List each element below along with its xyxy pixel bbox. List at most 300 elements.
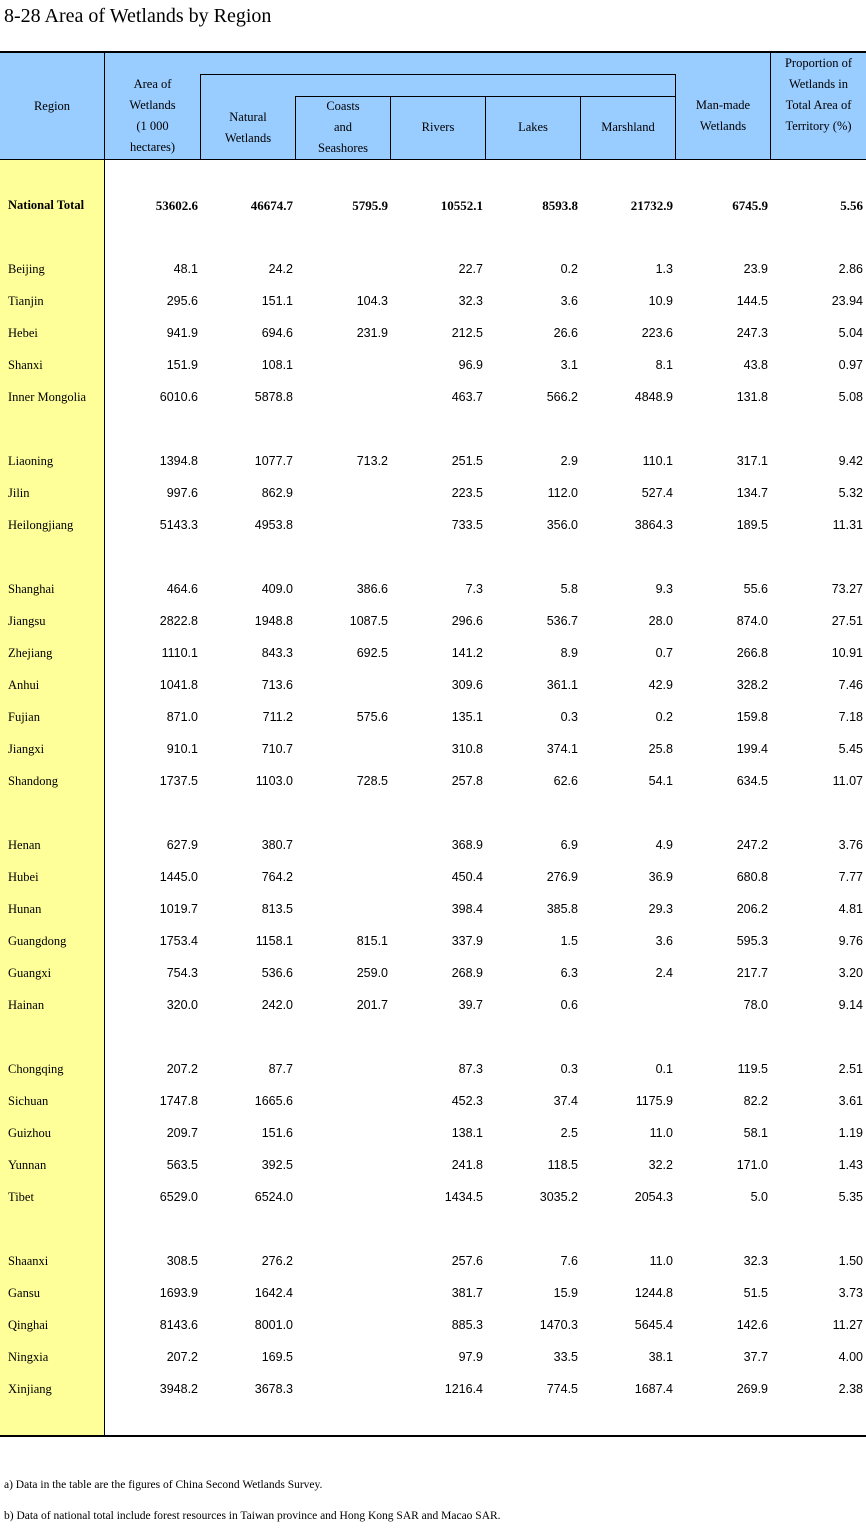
lakes-value: 356.0 xyxy=(546,518,578,532)
man-made-value: 23.9 xyxy=(743,262,768,276)
table-row xyxy=(0,1342,866,1374)
marshland-value: 36.9 xyxy=(648,870,673,884)
region-name: Jilin xyxy=(8,486,30,500)
coasts-value: 692.5 xyxy=(356,646,388,660)
region-name: Hebei xyxy=(8,326,38,340)
proportion-value: 27.51 xyxy=(831,614,863,628)
region-name: Guangxi xyxy=(8,966,52,980)
lakes-value: 3035.2 xyxy=(539,1190,578,1204)
region-name: Heilongjiang xyxy=(8,518,74,532)
proportion-value: 7.46 xyxy=(838,678,863,692)
table-row xyxy=(0,318,866,350)
rivers-value: 463.7 xyxy=(451,390,483,404)
rivers-value: 398.4 xyxy=(451,902,483,916)
region-name: Anhui xyxy=(8,678,40,692)
area-value: 1041.8 xyxy=(159,678,198,692)
area-value: 1019.7 xyxy=(159,902,198,916)
rivers-value: 1216.4 xyxy=(444,1382,483,1396)
table-row xyxy=(0,1310,866,1342)
area-value: 941.9 xyxy=(166,326,198,340)
rivers-value: 138.1 xyxy=(451,1126,483,1140)
man-made-value: 266.8 xyxy=(736,646,768,660)
marshland-value: 0.7 xyxy=(655,646,673,660)
region-name: Shanxi xyxy=(8,358,43,372)
man-made-value: 119.5 xyxy=(737,1062,768,1076)
region-name: Tibet xyxy=(8,1190,34,1204)
table-row xyxy=(0,1150,866,1182)
man-made-value: 78.0 xyxy=(743,998,768,1012)
man-made-value: 206.2 xyxy=(736,902,768,916)
footnote-a: a) Data in the table are the figures of China Second Wetlands Survey. xyxy=(4,1479,323,1491)
man-made-value: 131.8 xyxy=(736,390,768,404)
rivers-value: 7.3 xyxy=(465,582,483,596)
marshland-value: 21732.9 xyxy=(630,198,673,213)
proportion-value: 11.27 xyxy=(832,1318,863,1332)
natural-value: 392.5 xyxy=(261,1158,293,1172)
lakes-value: 112.0 xyxy=(547,486,578,500)
natural-value: 694.6 xyxy=(261,326,293,340)
table-row xyxy=(0,350,866,382)
rivers-value: 733.5 xyxy=(451,518,483,532)
header-coasts-and-seashores: Coasts and Seashores xyxy=(318,99,368,155)
area-value: 2822.8 xyxy=(159,614,198,628)
lakes-value: 2.5 xyxy=(560,1126,578,1140)
rivers-value: 268.9 xyxy=(451,966,483,980)
natural-value: 813.5 xyxy=(261,902,293,916)
marshland-value: 223.6 xyxy=(641,326,673,340)
rivers-value: 141.2 xyxy=(451,646,483,660)
man-made-value: 144.5 xyxy=(736,294,768,308)
header-region: Region xyxy=(33,98,71,113)
natural-value: 380.7 xyxy=(261,838,293,852)
natural-value: 4953.8 xyxy=(254,518,293,532)
proportion-value: 5.56 xyxy=(840,198,863,213)
region-name: National Total xyxy=(8,198,85,212)
region-name: Jiangxi xyxy=(8,742,45,756)
rivers-value: 310.8 xyxy=(451,742,483,756)
coasts-value: 231.9 xyxy=(356,326,388,340)
proportion-value: 9.76 xyxy=(838,934,863,948)
proportion-value: 11.31 xyxy=(832,518,863,532)
proportion-value: 1.43 xyxy=(838,1158,863,1172)
table-row xyxy=(0,1118,866,1150)
man-made-value: 55.6 xyxy=(743,582,768,596)
natural-value: 1077.7 xyxy=(254,454,293,468)
rivers-value: 257.8 xyxy=(451,774,483,788)
area-value: 6529.0 xyxy=(159,1190,198,1204)
man-made-value: 247.2 xyxy=(736,838,768,852)
table-row xyxy=(0,894,866,926)
lakes-value: 7.6 xyxy=(560,1254,578,1268)
rivers-value: 212.5 xyxy=(451,326,483,340)
lakes-value: 0.3 xyxy=(560,710,578,724)
lakes-value: 1.5 xyxy=(560,934,578,948)
region-name: Hubei xyxy=(8,870,39,884)
proportion-value: 1.19 xyxy=(838,1126,863,1140)
region-name: Inner Mongolia xyxy=(8,390,87,404)
rivers-value: 309.6 xyxy=(451,678,483,692)
natural-value: 242.0 xyxy=(261,998,293,1012)
marshland-value: 10.9 xyxy=(648,294,673,308)
lakes-value: 0.3 xyxy=(560,1062,578,1076)
table-row xyxy=(0,734,866,766)
area-value: 1445.0 xyxy=(159,870,198,884)
lakes-value: 3.1 xyxy=(560,358,578,372)
region-name: Chongqing xyxy=(8,1062,64,1076)
area-value: 295.6 xyxy=(166,294,198,308)
rivers-value: 96.9 xyxy=(458,358,483,372)
natural-value: 1665.6 xyxy=(254,1094,293,1108)
man-made-value: 171.0 xyxy=(736,1158,768,1172)
region-name: Qinghai xyxy=(8,1318,49,1332)
coasts-value: 575.6 xyxy=(356,710,388,724)
rivers-value: 10552.1 xyxy=(440,198,483,213)
man-made-value: 82.2 xyxy=(743,1094,768,1108)
rivers-value: 452.3 xyxy=(451,1094,483,1108)
proportion-value: 7.77 xyxy=(838,870,863,884)
header-area-of-wetlands: Area of Wetlands (1 000 hectares) xyxy=(129,77,176,154)
lakes-value: 374.1 xyxy=(546,742,578,756)
proportion-value: 9.42 xyxy=(838,454,863,468)
man-made-value: 58.1 xyxy=(743,1126,768,1140)
marshland-value: 110.1 xyxy=(642,454,673,468)
region-name: Xinjiang xyxy=(8,1382,52,1396)
region-name: Liaoning xyxy=(8,454,54,468)
marshland-value: 54.1 xyxy=(648,774,673,788)
area-value: 3948.2 xyxy=(159,1382,198,1396)
proportion-value: 23.94 xyxy=(831,294,863,308)
marshland-value: 4848.9 xyxy=(634,390,673,404)
coasts-value: 815.1 xyxy=(356,934,388,948)
lakes-value: 536.7 xyxy=(546,614,578,628)
region-name: Guizhou xyxy=(8,1126,52,1140)
natural-value: 711.2 xyxy=(262,710,293,724)
proportion-value: 1.50 xyxy=(838,1254,863,1268)
area-value: 997.6 xyxy=(166,486,198,500)
rivers-value: 39.7 xyxy=(458,998,483,1012)
area-value: 6010.6 xyxy=(159,390,198,404)
natural-value: 1642.4 xyxy=(254,1286,293,1300)
area-value: 910.1 xyxy=(166,742,198,756)
marshland-value: 2.4 xyxy=(655,966,673,980)
table-row xyxy=(0,1086,866,1118)
lakes-value: 361.1 xyxy=(546,678,578,692)
header-proportion: Proportion of Wetlands in Total Area of Territory (%) xyxy=(784,56,852,133)
area-value: 1110.1 xyxy=(161,646,198,660)
proportion-value: 5.32 xyxy=(838,486,863,500)
proportion-value: 2.51 xyxy=(838,1062,863,1076)
proportion-value: 5.04 xyxy=(838,326,863,340)
natural-value: 862.9 xyxy=(261,486,293,500)
area-value: 5143.3 xyxy=(159,518,198,532)
header-natural-wetlands: Natural Wetlands xyxy=(224,109,272,145)
table-row xyxy=(0,926,866,958)
lakes-value: 0.2 xyxy=(560,262,578,276)
marshland-value: 527.4 xyxy=(641,486,673,500)
coasts-value: 259.0 xyxy=(356,966,388,980)
natural-value: 5878.8 xyxy=(254,390,293,404)
rivers-value: 337.9 xyxy=(451,934,483,948)
man-made-value: 269.9 xyxy=(736,1382,768,1396)
marshland-value: 0.2 xyxy=(655,710,673,724)
header-rivers: Rivers xyxy=(421,120,455,134)
lakes-value: 2.9 xyxy=(560,454,578,468)
area-value: 563.5 xyxy=(166,1158,198,1172)
proportion-value: 5.35 xyxy=(838,1190,863,1204)
table-row xyxy=(0,1278,866,1310)
region-name: Shanghai xyxy=(8,582,55,596)
man-made-value: 134.7 xyxy=(736,486,768,500)
area-value: 1394.8 xyxy=(159,454,198,468)
marshland-value: 38.1 xyxy=(648,1350,673,1364)
table-row xyxy=(0,638,866,670)
table-row xyxy=(0,606,866,638)
man-made-value: 328.2 xyxy=(736,678,768,692)
table-row xyxy=(0,830,866,862)
area-value: 209.7 xyxy=(166,1126,198,1140)
rivers-value: 87.3 xyxy=(458,1062,483,1076)
marshland-value: 11.0 xyxy=(649,1126,673,1140)
coasts-value: 5795.9 xyxy=(352,198,388,213)
wetlands-table xyxy=(0,51,866,1437)
man-made-value: 5.0 xyxy=(750,1190,768,1204)
rivers-value: 32.3 xyxy=(458,294,483,308)
header-man-made-wetlands: Man-made Wetlands xyxy=(695,98,751,133)
table-row xyxy=(0,478,866,510)
lakes-value: 0.6 xyxy=(560,998,578,1012)
table-row xyxy=(0,990,866,1022)
lakes-value: 566.2 xyxy=(546,390,578,404)
coasts-value: 1087.5 xyxy=(349,614,388,628)
region-name: Zhejiang xyxy=(8,646,53,660)
natural-value: 276.2 xyxy=(261,1254,293,1268)
lakes-value: 3.6 xyxy=(560,294,578,308)
marshland-value: 0.1 xyxy=(655,1062,673,1076)
table-row xyxy=(0,382,866,414)
proportion-value: 4.00 xyxy=(838,1350,863,1364)
lakes-value: 15.9 xyxy=(553,1286,578,1300)
header-marshland: Marshland xyxy=(601,120,655,134)
man-made-value: 6745.9 xyxy=(732,198,768,213)
marshland-value: 9.3 xyxy=(655,582,673,596)
natural-value: 151.1 xyxy=(261,294,293,308)
marshland-value: 3864.3 xyxy=(634,518,673,532)
man-made-value: 142.6 xyxy=(736,1318,768,1332)
rivers-value: 1434.5 xyxy=(444,1190,483,1204)
proportion-value: 4.81 xyxy=(838,902,863,916)
area-value: 1753.4 xyxy=(159,934,198,948)
region-name: Gansu xyxy=(8,1286,40,1300)
natural-value: 24.2 xyxy=(268,262,293,276)
rivers-value: 381.7 xyxy=(451,1286,483,1300)
marshland-value: 25.8 xyxy=(648,742,673,756)
marshland-value: 1244.8 xyxy=(634,1286,673,1300)
area-value: 207.2 xyxy=(166,1062,198,1076)
rivers-value: 22.7 xyxy=(458,262,483,276)
marshland-value: 1.3 xyxy=(655,262,673,276)
proportion-value: 5.45 xyxy=(838,742,863,756)
table-row xyxy=(0,510,866,542)
coasts-value: 728.5 xyxy=(356,774,388,788)
lakes-value: 1470.3 xyxy=(539,1318,578,1332)
lakes-value: 118.5 xyxy=(547,1158,578,1172)
proportion-value: 5.08 xyxy=(838,390,863,404)
marshland-value: 3.6 xyxy=(655,934,673,948)
marshland-value: 8.1 xyxy=(655,358,673,372)
rivers-value: 257.6 xyxy=(451,1254,483,1268)
table-row xyxy=(0,702,866,734)
table-row xyxy=(0,446,866,478)
region-name: Beijing xyxy=(8,262,45,276)
region-name: Tianjin xyxy=(8,294,44,308)
region-name: Henan xyxy=(8,838,41,852)
marshland-value: 2054.3 xyxy=(634,1190,673,1204)
region-name: Hainan xyxy=(8,998,45,1012)
natural-value: 1103.0 xyxy=(255,774,293,788)
page-title: 8-28 Area of Wetlands by Region xyxy=(4,5,272,27)
man-made-value: 199.4 xyxy=(736,742,768,756)
table-header xyxy=(0,53,866,160)
natural-value: 87.7 xyxy=(268,1062,293,1076)
lakes-value: 26.6 xyxy=(553,326,578,340)
marshland-value: 1687.4 xyxy=(634,1382,673,1396)
man-made-value: 37.7 xyxy=(743,1350,768,1364)
marshland-value: 11.0 xyxy=(649,1254,673,1268)
natural-value: 764.2 xyxy=(261,870,293,884)
proportion-value: 0.97 xyxy=(838,358,863,372)
proportion-value: 3.61 xyxy=(838,1094,863,1108)
man-made-value: 317.1 xyxy=(736,454,768,468)
proportion-value: 3.20 xyxy=(838,966,863,980)
region-name: Shandong xyxy=(8,774,58,788)
region-name: Hunan xyxy=(8,902,42,916)
rivers-value: 97.9 xyxy=(458,1350,483,1364)
proportion-value: 2.86 xyxy=(838,262,863,276)
lakes-value: 62.6 xyxy=(553,774,578,788)
coasts-value: 386.6 xyxy=(356,582,388,596)
man-made-value: 217.7 xyxy=(736,966,768,980)
area-value: 754.3 xyxy=(166,966,198,980)
man-made-value: 247.3 xyxy=(736,326,768,340)
rivers-value: 135.1 xyxy=(451,710,483,724)
natural-value: 843.3 xyxy=(261,646,293,660)
coasts-value: 713.2 xyxy=(356,454,388,468)
marshland-value: 1175.9 xyxy=(635,1094,673,1108)
table-row xyxy=(0,670,866,702)
area-value: 320.0 xyxy=(166,998,198,1012)
man-made-value: 634.5 xyxy=(736,774,768,788)
natural-value: 3678.3 xyxy=(254,1382,293,1396)
lakes-value: 33.5 xyxy=(553,1350,578,1364)
table-row xyxy=(0,766,866,798)
area-value: 8143.6 xyxy=(159,1318,198,1332)
table-row xyxy=(0,254,866,286)
area-value: 308.5 xyxy=(166,1254,198,1268)
region-name: Jiangsu xyxy=(8,614,46,628)
natural-value: 6524.0 xyxy=(254,1190,293,1204)
natural-value: 1158.1 xyxy=(255,934,293,948)
rivers-value: 450.4 xyxy=(451,870,483,884)
marshland-value: 28.0 xyxy=(648,614,673,628)
region-name: Ningxia xyxy=(8,1350,49,1364)
man-made-value: 874.0 xyxy=(736,614,768,628)
proportion-value: 10.91 xyxy=(831,646,863,660)
area-value: 627.9 xyxy=(166,838,198,852)
table-row xyxy=(0,1374,866,1406)
man-made-value: 595.3 xyxy=(736,934,768,948)
lakes-value: 385.8 xyxy=(546,902,578,916)
rivers-value: 885.3 xyxy=(451,1318,483,1332)
area-value: 53602.6 xyxy=(155,198,198,213)
proportion-value: 9.14 xyxy=(838,998,863,1012)
proportion-value: 3.73 xyxy=(838,1286,863,1300)
rivers-value: 251.5 xyxy=(451,454,483,468)
marshland-value: 32.2 xyxy=(648,1158,673,1172)
proportion-value: 3.76 xyxy=(838,838,863,852)
area-value: 1737.5 xyxy=(159,774,198,788)
rivers-value: 296.6 xyxy=(451,614,483,628)
rivers-value: 241.8 xyxy=(451,1158,483,1172)
natural-value: 108.1 xyxy=(261,358,293,372)
proportion-value: 73.27 xyxy=(831,582,863,596)
area-value: 151.9 xyxy=(166,358,198,372)
area-value: 871.0 xyxy=(166,710,198,724)
marshland-value: 5645.4 xyxy=(634,1318,673,1332)
table-row xyxy=(0,286,866,318)
table-row xyxy=(0,1182,866,1214)
natural-value: 536.6 xyxy=(261,966,293,980)
lakes-value: 6.9 xyxy=(560,838,578,852)
natural-value: 46674.7 xyxy=(250,198,293,213)
natural-value: 151.6 xyxy=(261,1126,293,1140)
rivers-value: 368.9 xyxy=(451,838,483,852)
table-row xyxy=(0,862,866,894)
man-made-value: 159.8 xyxy=(736,710,768,724)
table-row xyxy=(0,574,866,606)
header-lakes: Lakes xyxy=(518,120,548,134)
proportion-value: 7.18 xyxy=(838,710,863,724)
area-value: 207.2 xyxy=(166,1350,198,1364)
marshland-value: 4.9 xyxy=(655,838,673,852)
man-made-value: 680.8 xyxy=(736,870,768,884)
table-row xyxy=(0,1246,866,1278)
lakes-value: 37.4 xyxy=(553,1094,578,1108)
area-value: 1747.8 xyxy=(159,1094,198,1108)
lakes-value: 8593.8 xyxy=(542,198,578,213)
area-value: 1693.9 xyxy=(159,1286,198,1300)
region-name: Guangdong xyxy=(8,934,67,948)
region-name: Yunnan xyxy=(8,1158,47,1172)
man-made-value: 43.8 xyxy=(743,358,768,372)
area-value: 48.1 xyxy=(173,262,198,276)
marshland-value: 42.9 xyxy=(648,678,673,692)
man-made-value: 51.5 xyxy=(743,1286,768,1300)
rivers-value: 223.5 xyxy=(451,486,483,500)
lakes-value: 276.9 xyxy=(546,870,578,884)
natural-value: 713.6 xyxy=(261,678,293,692)
natural-value: 169.5 xyxy=(261,1350,293,1364)
lakes-value: 5.8 xyxy=(560,582,578,596)
table-row xyxy=(0,958,866,990)
region-name: Fujian xyxy=(8,710,40,724)
proportion-value: 11.07 xyxy=(832,774,863,788)
natural-value: 8001.0 xyxy=(254,1318,293,1332)
footnote-b: b) Data of national total include forest resources in Taiwan province and Hong Kong SAR and Macao SAR. xyxy=(4,1510,501,1522)
man-made-value: 32.3 xyxy=(743,1254,768,1268)
natural-value: 1948.8 xyxy=(254,614,293,628)
natural-value: 710.7 xyxy=(261,742,293,756)
lakes-value: 8.9 xyxy=(560,646,578,660)
